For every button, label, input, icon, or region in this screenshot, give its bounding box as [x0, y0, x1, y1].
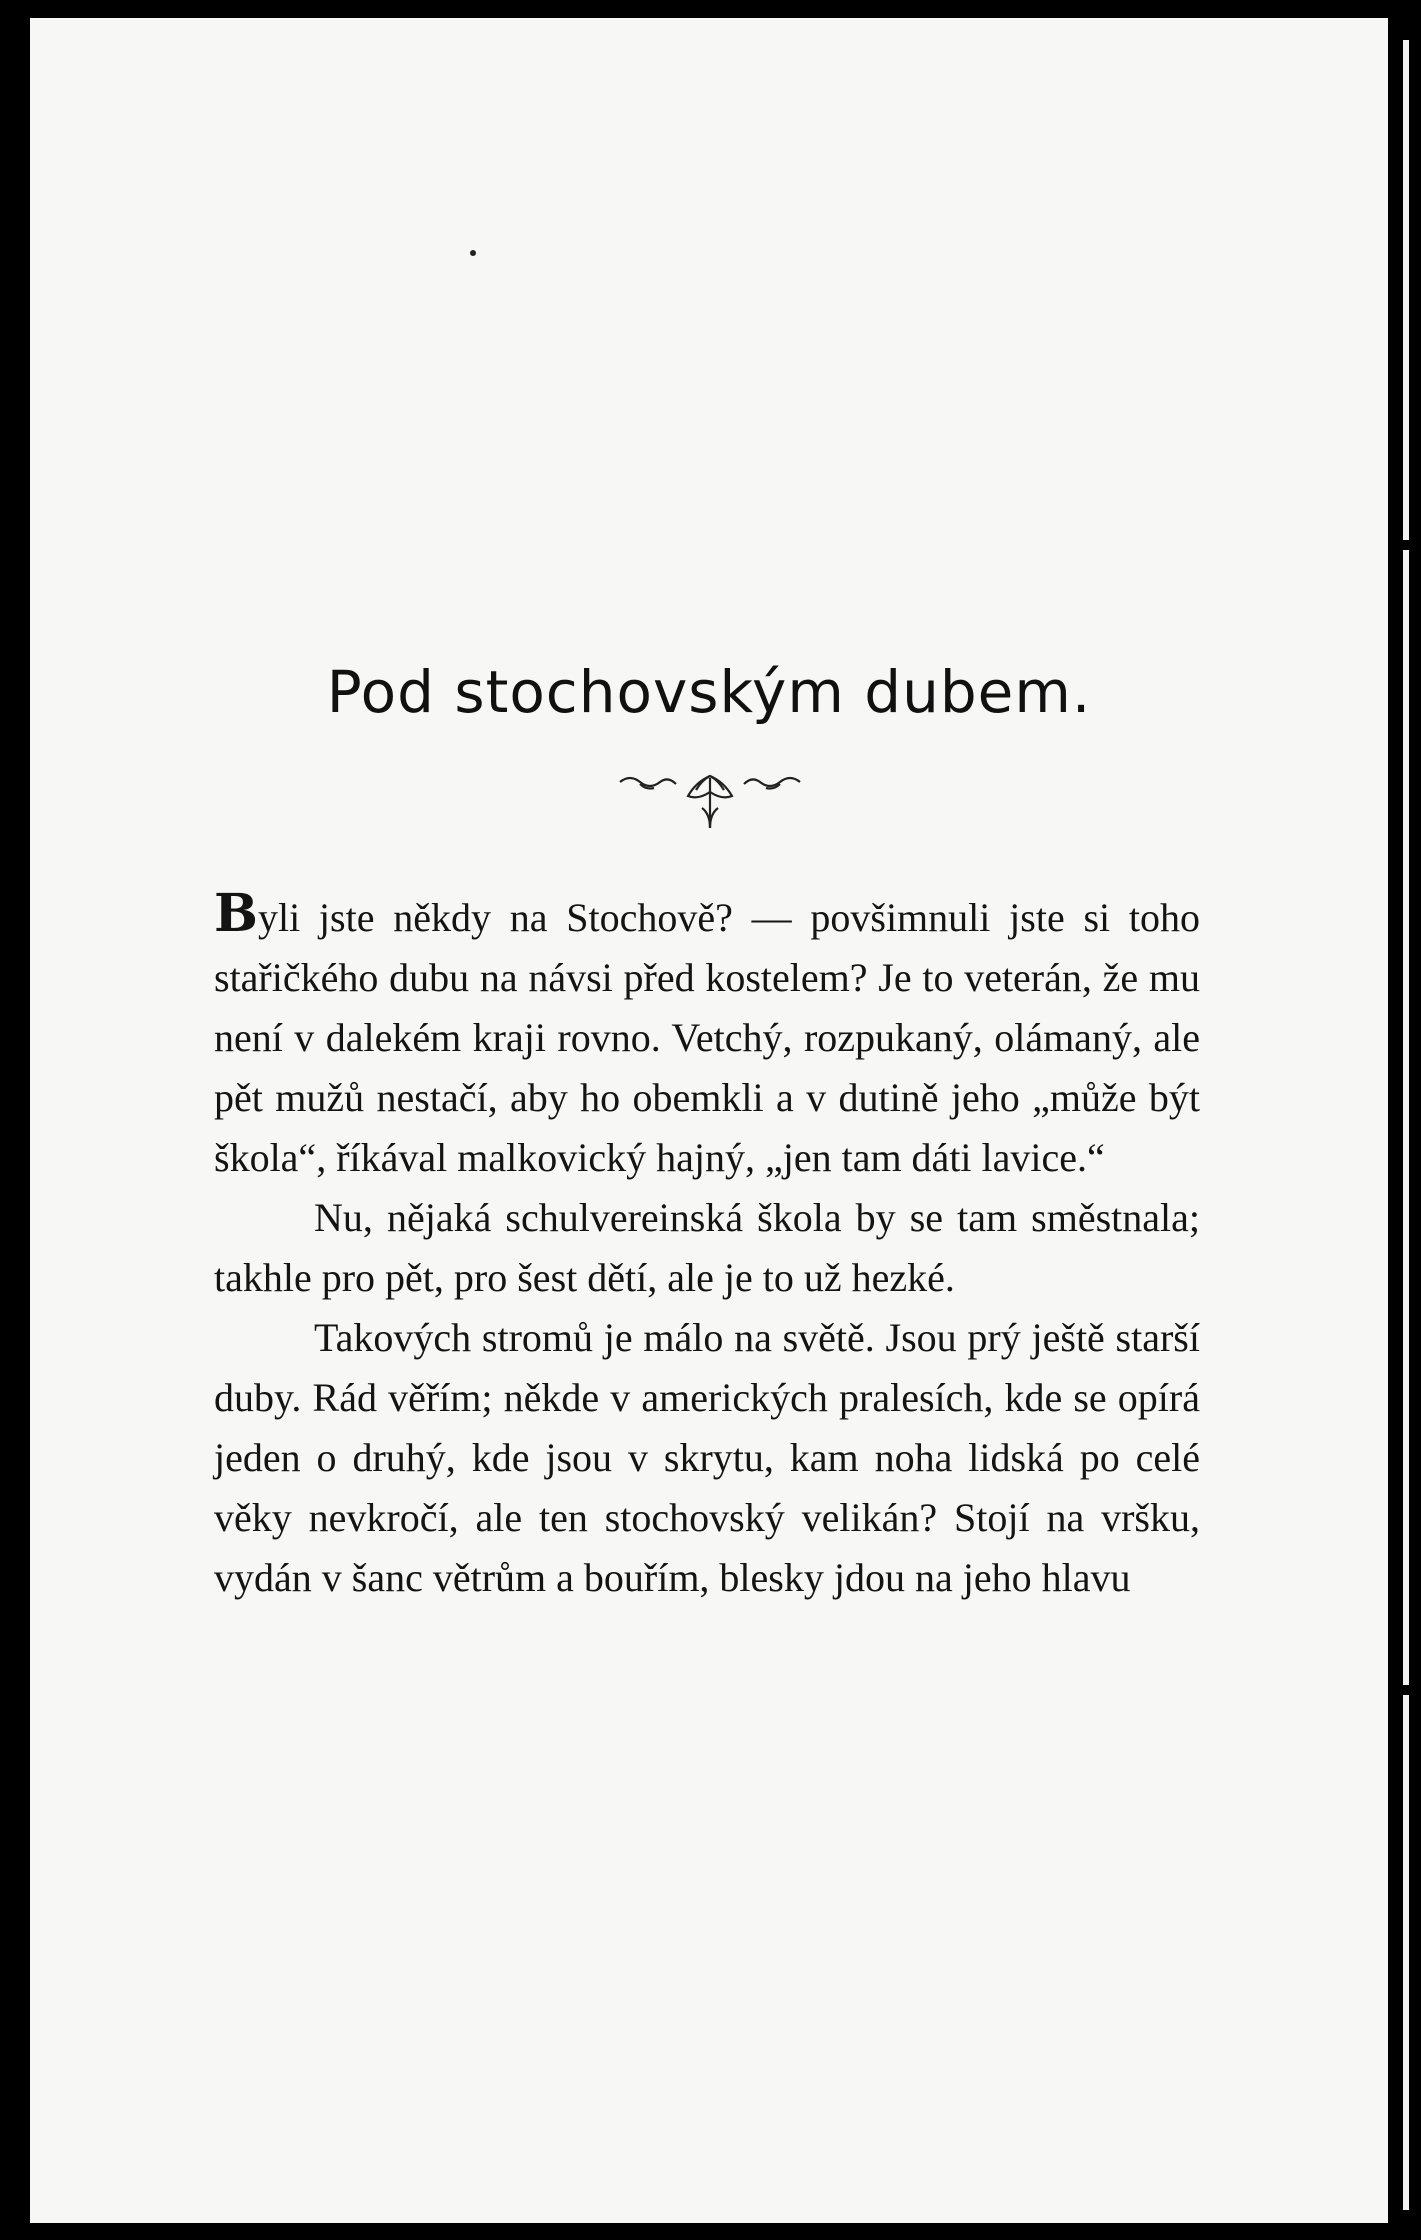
- paragraph: Nu, nějaká schulvereinská škola by se tam směstnala; takhle pro pět, pro šest dětí, ale je to už hezké.: [214, 1195, 1200, 1300]
- edge-tick: [1399, 540, 1413, 550]
- book-page: [30, 18, 1388, 2223]
- paragraph: Takových stromů je málo na světě. Jsou prý ještě starší duby. Rád věřím; někde v amerických pralesích, kde se opírá jeden o druhý, kde jsou v skrytu, kam noha lidská po celé věky nevkročí, ale ten stochovský velikán? Stojí na vršku, vydán v šanc větrům a bouřím, blesky jdou na jeho hlavu: [214, 1315, 1200, 1600]
- chapter-title: Pod stochovským dubem.: [326, 658, 1092, 726]
- paragraph-text: yli jste někdy na Stochově? — povšimnuli jste si toho stařičkého dubu na návsi před kostelem? Je to veterán, že mu není v dalekém kraji rovno. Vetchý, rozpukaný, olámaný, ale pět mužů nestačí, aby ho obemkli a v dutině jeho „může být škola“, říkával malkovický hajný, „jen tam dáti lavice.“: [214, 895, 1200, 1180]
- edge-rule: [1403, 40, 1409, 2210]
- drop-cap: B: [214, 883, 258, 944]
- edge-tick: [1399, 1685, 1413, 1695]
- body-text: [214, 883, 1200, 1608]
- page-edge: [1388, 0, 1421, 2240]
- paragraph: [214, 883, 1200, 1188]
- floral-ornament-icon: [610, 768, 810, 838]
- ink-speck: [470, 250, 476, 256]
